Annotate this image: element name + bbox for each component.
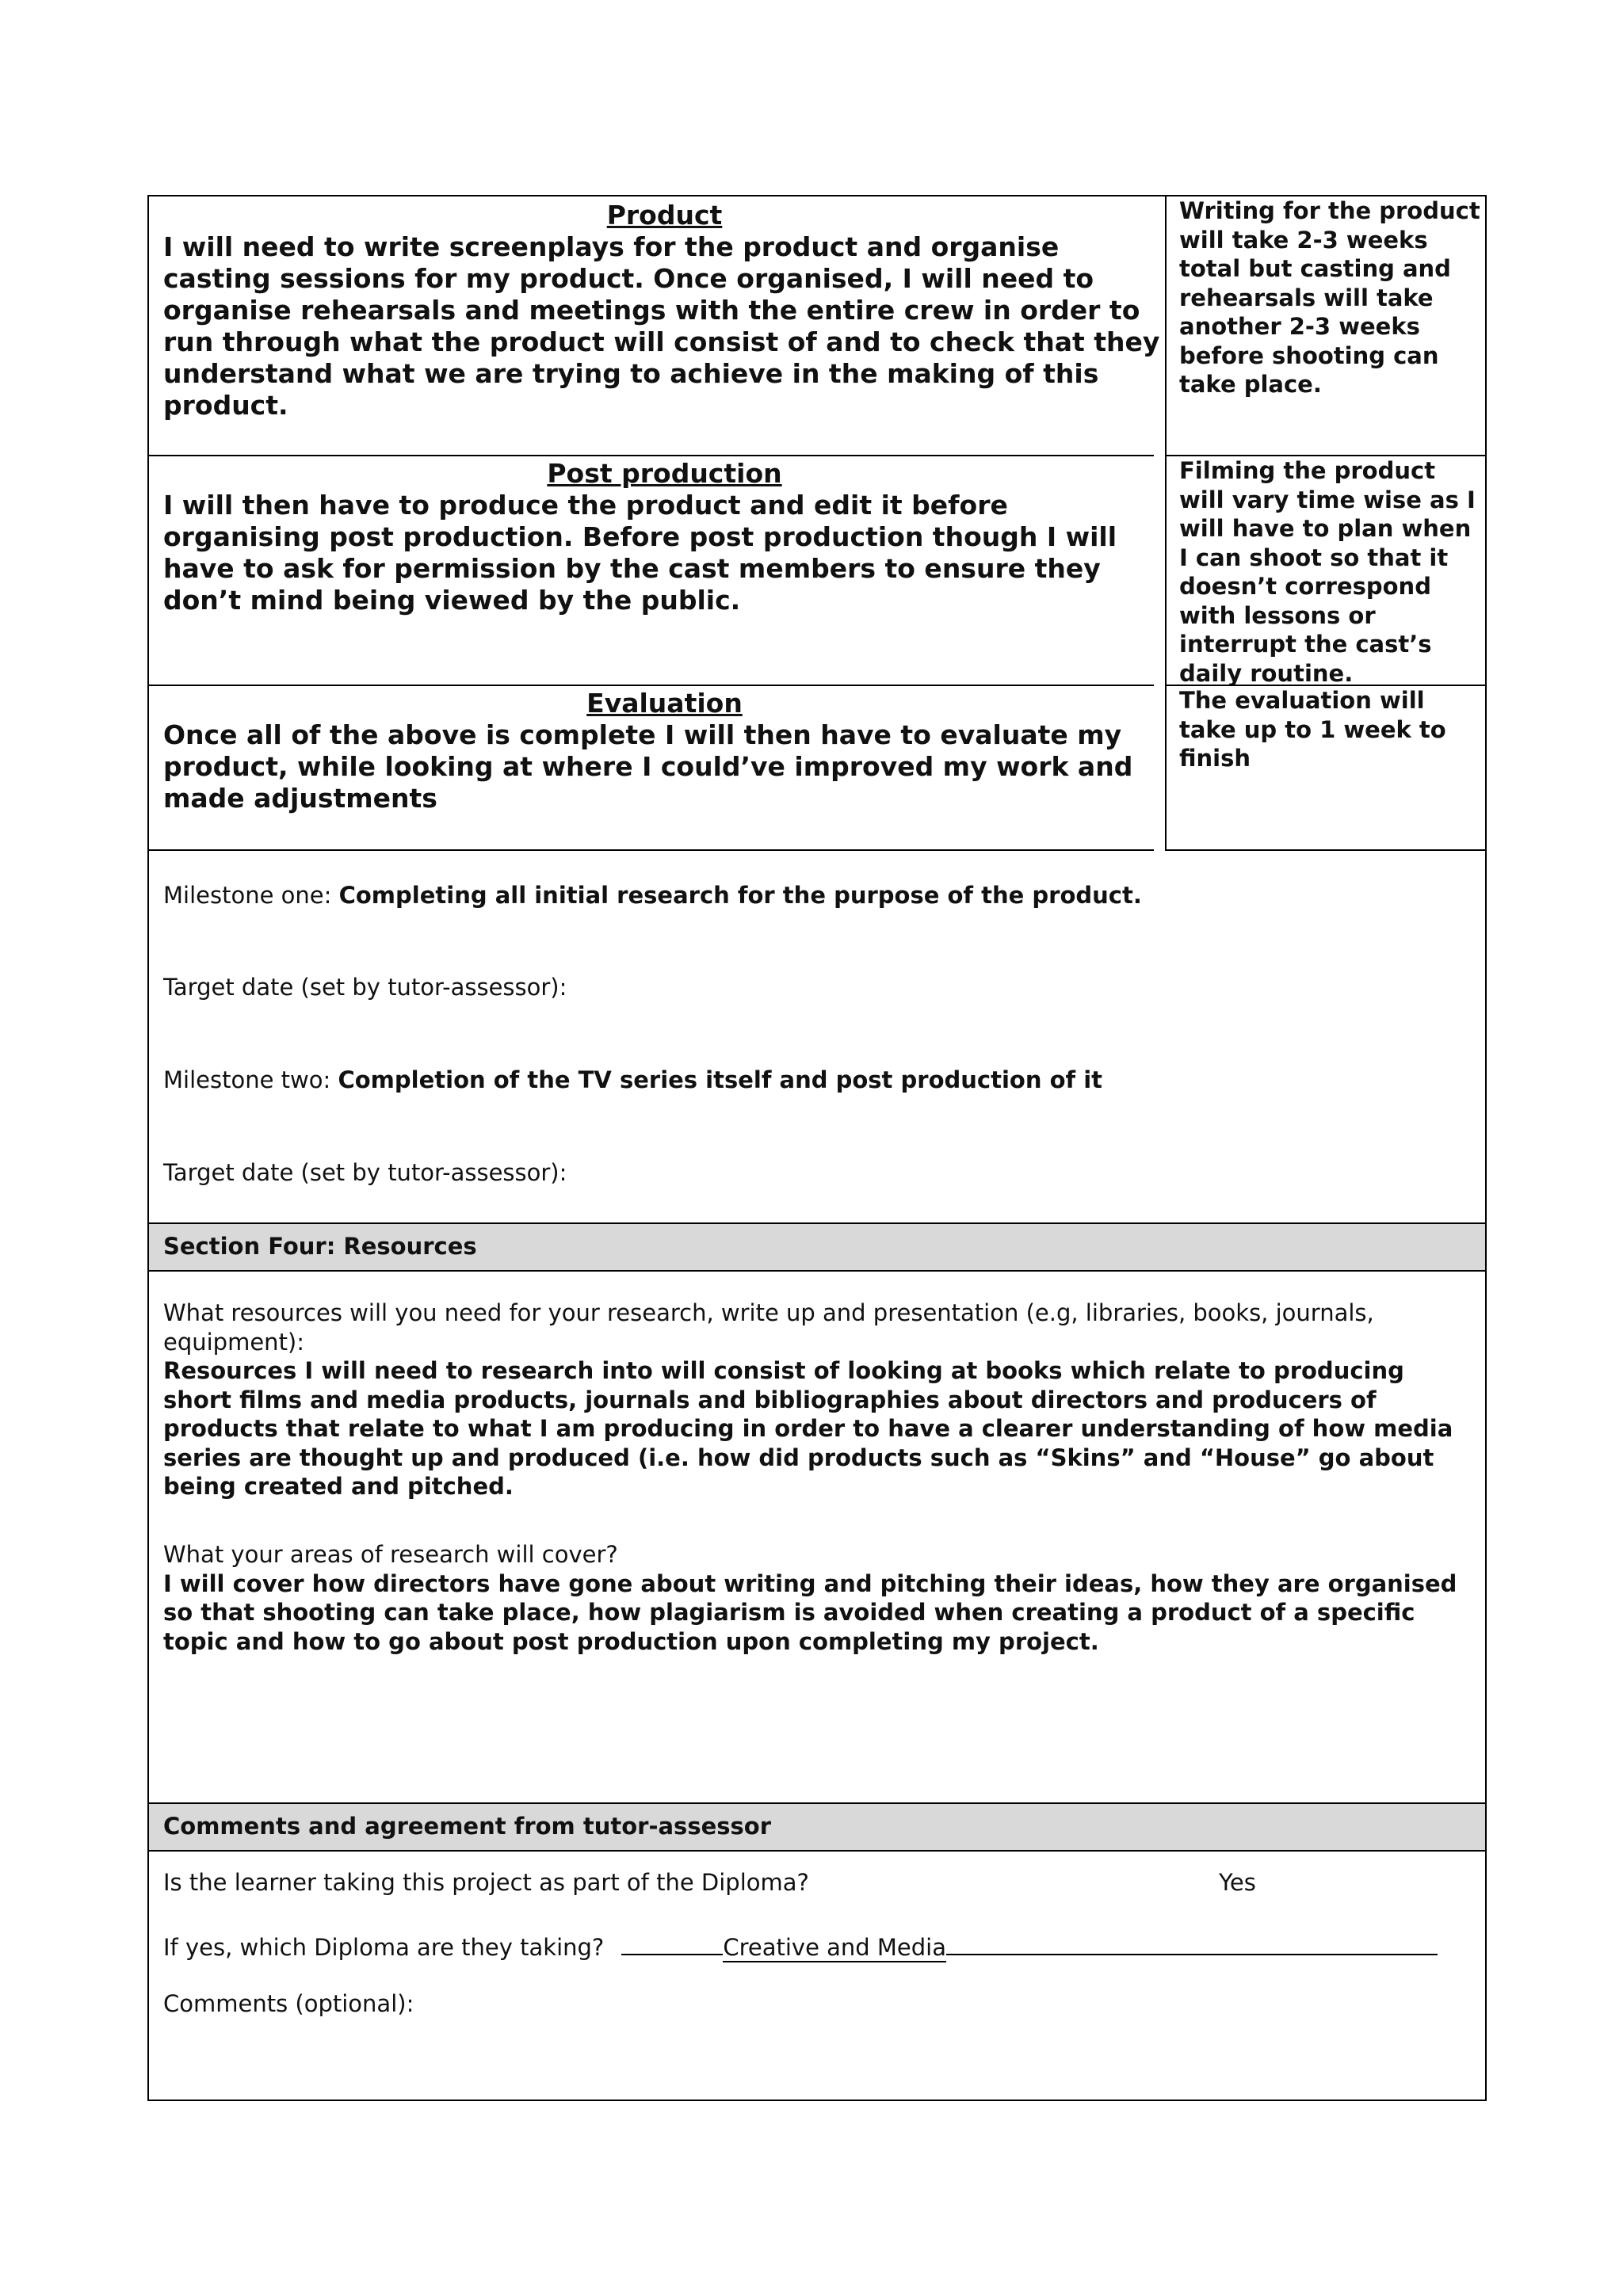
milestone-one-value: Completing all initial research for the purpose of the product.	[338, 882, 1142, 909]
task-body: I will need to write screenplays for the product and organise casting sessions for my product. Once organised, I will need to organise rehearsals and meetings with the entire crew in order to run through what the product will consist of and to check that they understand what we are trying to achieve in the making of this product.	[163, 231, 1160, 421]
milestone-one	[163, 881, 1142, 910]
section-heading: Section Four: Resources	[163, 1233, 477, 1260]
task-body: Once all of the above is complete I will then have to evaluate my product, while looking at where I could’ve improved my work and made adjustments	[163, 719, 1133, 814]
which-diploma-row	[163, 1932, 1438, 1962]
divider	[1165, 849, 1485, 851]
divider	[149, 849, 1154, 851]
which-diploma-answer: Creative and Media	[723, 1934, 947, 1961]
task-description	[163, 688, 1166, 814]
section-header-resources	[149, 1222, 1485, 1272]
comments-label: Comments (optional):	[163, 1990, 414, 2017]
task-time: Writing for the product will take 2-3 weeks total but casting and rehearsals will take another 2-3 weeks before shooting can take place.	[1179, 197, 1480, 398]
task-row-evaluation	[149, 686, 1485, 849]
resources-answer: Resources I will need to research into will consist of looking at books which relate to producing short films and media products, journals and bibliographies about directors and producers of products that relate to what I am producing in order to have a clearer understanding of how media series are thought up and produced (i.e. how did products such as “Skins” and “House” go about being created and pitched.	[163, 1357, 1453, 1500]
task-body: I will then have to produce the product and edit it before organising post production. Before post production though I will have to ask for permission by the cast members to ensure they don’t mind being viewed by the public.	[163, 490, 1117, 616]
diploma-answer: Yes	[1219, 1869, 1256, 1896]
milestone-two-value: Completion of the TV series itself and post production of it	[338, 1066, 1103, 1093]
task-time: The evaluation will take up to 1 week to finish	[1179, 687, 1446, 772]
answer-underline	[621, 1932, 723, 1955]
task-row-post-production	[149, 456, 1485, 685]
task-time: Filming the product will vary time wise as I will have to plan when I can shoot so that it doesn’t correspond with lessons or interrupt the cast’s daily routine.	[1179, 457, 1476, 687]
section-heading: Comments and agreement from tutor-assessor	[163, 1813, 771, 1840]
task-row-product	[149, 196, 1485, 455]
target-date-two: Target date (set by tutor-assessor):	[163, 1159, 567, 1186]
resources-question: What resources will you need for your research, write up and presentation (e.g, libraries, books, journals, equipment):	[163, 1299, 1374, 1356]
answer-underline	[946, 1932, 1438, 1955]
task-title: Evaluation	[586, 688, 743, 719]
research-areas-question: What your areas of research will cover?	[163, 1541, 618, 1568]
section-header-comments	[149, 1802, 1485, 1852]
task-description	[163, 458, 1166, 616]
task-title: Product	[606, 200, 723, 231]
task-title: Post production	[547, 458, 782, 489]
which-diploma-question: If yes, which Diploma are they taking?	[163, 1934, 605, 1961]
task-description	[163, 200, 1166, 421]
diploma-question: Is the learner taking this project as part of the Diploma?	[163, 1869, 809, 1896]
research-areas-answer: I will cover how directors have gone about writing and pitching their ideas, how they are organised so that shooting can take place, how plagiarism is avoided when creating a product of a specific topic and how to go about post production upon completing my project.	[163, 1569, 1457, 1655]
milestone-one-label: Milestone one:	[163, 882, 339, 909]
research-areas-block	[163, 1540, 1471, 1656]
milestone-two-label: Milestone two:	[163, 1066, 338, 1093]
target-date-one: Target date (set by tutor-assessor):	[163, 974, 567, 1001]
milestone-two	[163, 1066, 1102, 1094]
project-form-table	[147, 195, 1487, 2101]
resources-block	[163, 1299, 1471, 1501]
